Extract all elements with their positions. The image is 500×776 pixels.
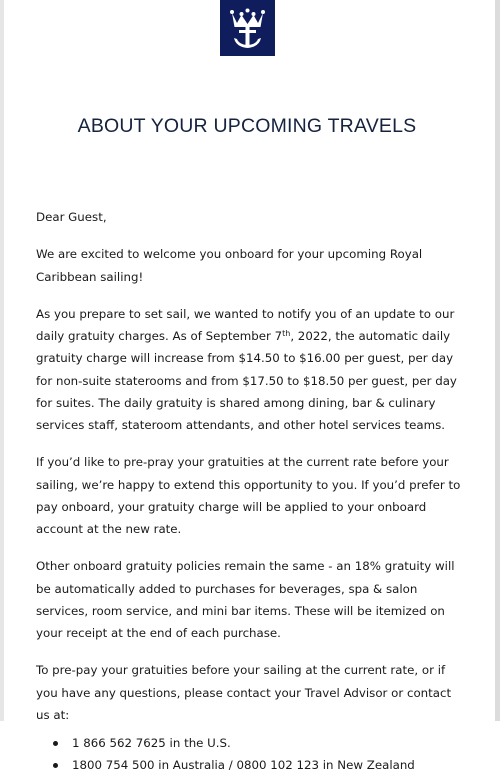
letter-body	[36, 206, 466, 776]
list-item	[36, 754, 466, 776]
policies-paragraph: Other onboard gratuity policies remain the same - an 18% gratuity will be automatically added to purchases for beverages, spa & salon services, room service, and mini bar items. These will be itemized on your receipt at the end of each purchase.	[36, 559, 455, 640]
date-ordinal-suffix: th	[282, 329, 291, 339]
right-frame-border	[495, 0, 500, 721]
contact-list	[36, 732, 466, 776]
contact-au-nz-phone: 1800 754 500 in Australia / 0800 102 123 in New Zealand	[72, 758, 415, 773]
gratuity-update-text-end: , 2022, the automatic daily gratuity charge will increase from $14.50 to $16.00 per guest, per day for non-suite staterooms and from $17.50 to $18.50 per guest, per day for suites. The daily gratuity is shared among dining, bar & culinary services staff, stateroom attendants, and other hotel services teams.	[36, 329, 457, 432]
gratuity-update-paragraph	[36, 303, 466, 436]
crown-anchor-icon	[220, 0, 275, 56]
brand-logo	[220, 0, 275, 56]
left-frame-border	[0, 0, 4, 721]
contact-us-phone: 1 866 562 7625 in the U.S.	[72, 736, 231, 750]
contact-intro-paragraph: To pre-pay your gratuities before your sailing at the current rate, or if you have any questions, please contact your Travel Advisor or contact us at:	[36, 663, 452, 722]
gratuity-update-text-start: As you prepare to set sail, we wanted to notify you of an update to our daily gratuity charges. As of September 7	[36, 306, 455, 344]
intro-paragraph: We are excited to welcome you onboard for your upcoming Royal Caribbean sailing!	[36, 247, 423, 284]
list-item	[36, 732, 466, 754]
prepay-paragraph: If you’d like to pre-pray your gratuities at the current rate before your sailing, we’re happy to extend this opportunity to you. If you’d prefer to pay onboard, your gratuity charge will be applied to your onboard account at the new rate.	[36, 455, 461, 536]
bullet-icon	[53, 763, 58, 768]
page-title: ABOUT YOUR UPCOMING TRAVELS	[77, 115, 417, 137]
greeting: Dear Guest,	[36, 210, 107, 224]
bullet-icon	[53, 741, 58, 746]
